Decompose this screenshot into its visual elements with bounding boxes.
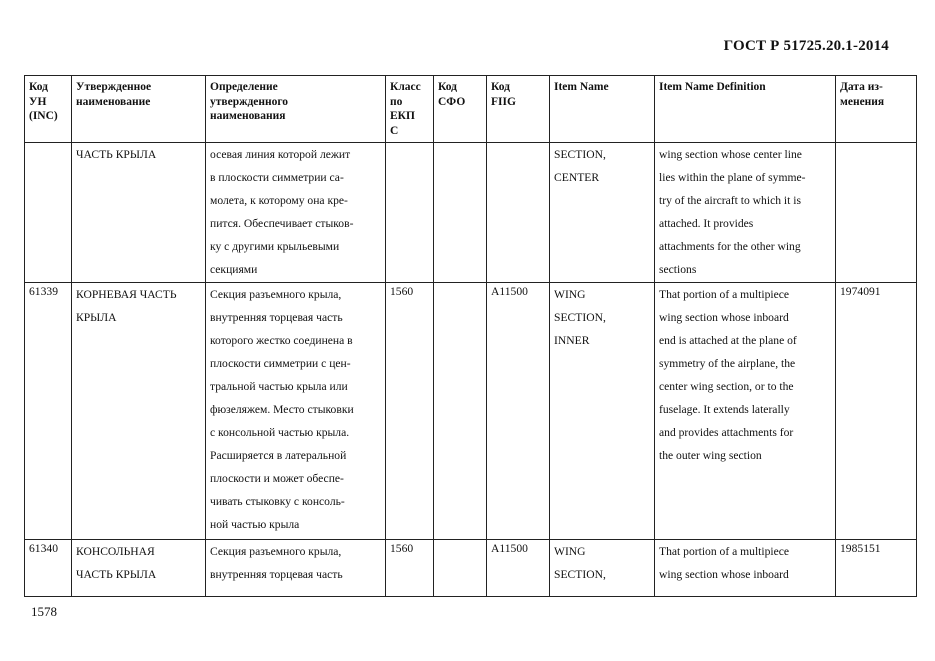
header-fiig bbox=[487, 76, 550, 143]
text-line: чивать стыковку с консоль- bbox=[210, 495, 345, 508]
text-line: Item Name bbox=[554, 81, 609, 93]
text-line: SECTION, bbox=[554, 311, 606, 324]
text-line: по bbox=[390, 95, 403, 108]
header-item-name bbox=[550, 76, 655, 143]
header-definition bbox=[206, 76, 386, 143]
text-line: Item Name Definition bbox=[659, 81, 766, 93]
text-line: fuselage. It extends laterally bbox=[659, 403, 790, 416]
text-line: Класс bbox=[390, 81, 421, 93]
text-line: SECTION, bbox=[554, 568, 606, 581]
text-line: наименование bbox=[76, 95, 151, 108]
text-line: attachments for the other wing bbox=[659, 240, 801, 253]
nomenclature-table bbox=[24, 75, 917, 597]
text-line: ку с другими крыльевыми bbox=[210, 240, 340, 253]
text-line: That portion of a multipiece bbox=[659, 545, 790, 558]
text-line: end is attached at the plane of bbox=[659, 334, 797, 347]
cell-approved-name bbox=[72, 540, 206, 597]
text-line: ЧАСТЬ КРЫЛА bbox=[76, 148, 157, 161]
text-line: УН bbox=[29, 95, 47, 108]
text-line: КОРНЕВАЯ ЧАСТЬ bbox=[76, 288, 177, 301]
cell-change-date: 1974091 bbox=[836, 283, 917, 540]
text-line: плоскости и может обеспе- bbox=[210, 472, 344, 485]
text-line: КРЫЛА bbox=[76, 311, 117, 324]
cell-class bbox=[386, 143, 434, 283]
text-line: Определение bbox=[210, 81, 278, 93]
text-line: пится. Обеспечивает стыков- bbox=[210, 217, 354, 230]
cell-fiig bbox=[487, 143, 550, 283]
table-row bbox=[25, 540, 917, 597]
cell-approved-name bbox=[72, 143, 206, 283]
text-line: внутренняя торцевая часть bbox=[210, 311, 343, 324]
header-code bbox=[25, 76, 72, 143]
text-line: wing section whose center line bbox=[659, 148, 802, 161]
header-class bbox=[386, 76, 434, 143]
text-line: утвержденного bbox=[210, 95, 289, 108]
text-line: wing section whose inboard bbox=[659, 568, 789, 581]
text-line: которого жестко соединена в bbox=[210, 334, 353, 347]
text-line: the outer wing section bbox=[659, 449, 762, 462]
text-line: attached. It provides bbox=[659, 217, 754, 230]
text-line: с консольной частью крыла. bbox=[210, 426, 350, 439]
text-line: Утвержденное bbox=[76, 81, 152, 93]
text-line: ной частью крыла bbox=[210, 518, 300, 531]
cell-item-name-definition bbox=[655, 143, 836, 283]
text-line: Секция разъемного крыла, bbox=[210, 288, 342, 301]
header-item-name-definition bbox=[655, 76, 836, 143]
text-line: плоскости симметрии с цен- bbox=[210, 357, 351, 370]
header-approved-name bbox=[72, 76, 206, 143]
header-sfo bbox=[434, 76, 487, 143]
cell-definition bbox=[206, 143, 386, 283]
cell-sfo bbox=[434, 143, 487, 283]
text-line: and provides attachments for bbox=[659, 426, 794, 439]
text-line: СФО bbox=[438, 95, 466, 108]
text-line: WING bbox=[554, 545, 586, 558]
text-line: Расширяется в латеральной bbox=[210, 449, 347, 462]
text-line: wing section whose inboard bbox=[659, 311, 789, 324]
table-row bbox=[25, 143, 917, 283]
text-line: That portion of a multipiece bbox=[659, 288, 790, 301]
text-line: осевая линия которой лежит bbox=[210, 148, 351, 161]
text-line: ЕКП bbox=[390, 110, 415, 122]
text-line: внутренняя торцевая часть bbox=[210, 568, 343, 581]
text-line: try of the aircraft to which it is bbox=[659, 194, 801, 207]
text-line: менения bbox=[840, 95, 885, 108]
text-line: FIIG bbox=[491, 95, 516, 108]
text-line: тральной частью крыла или bbox=[210, 380, 348, 393]
cell-code: 61340 bbox=[25, 540, 72, 597]
text-line: CENTER bbox=[554, 171, 600, 184]
text-line: Код bbox=[29, 81, 49, 93]
text-line: Код bbox=[438, 81, 458, 93]
cell-approved-name bbox=[72, 283, 206, 540]
cell-item-name bbox=[550, 540, 655, 597]
cell-code: 61339 bbox=[25, 283, 72, 540]
text-line: Секция разъемного крыла, bbox=[210, 545, 342, 558]
text-line: С bbox=[390, 124, 399, 137]
text-line: SECTION, bbox=[554, 148, 606, 161]
cell-sfo bbox=[434, 283, 487, 540]
cell-sfo bbox=[434, 540, 487, 597]
text-line: Дата из- bbox=[840, 81, 883, 93]
table-row bbox=[25, 283, 917, 540]
text-line: lies within the plane of symme- bbox=[659, 171, 806, 184]
cell-definition bbox=[206, 283, 386, 540]
text-line: фюзеляжем. Место стыковки bbox=[210, 403, 354, 416]
cell-item-name bbox=[550, 143, 655, 283]
cell-change-date: 1985151 bbox=[836, 540, 917, 597]
cell-class: 1560 bbox=[386, 540, 434, 597]
cell-class: 1560 bbox=[386, 283, 434, 540]
text-line: наименования bbox=[210, 110, 286, 122]
table-header-row bbox=[25, 76, 917, 143]
text-line: в плоскости симметрии са- bbox=[210, 171, 344, 184]
cell-change-date bbox=[836, 143, 917, 283]
text-line: INNER bbox=[554, 334, 590, 347]
text-line: ЧАСТЬ КРЫЛА bbox=[76, 568, 157, 581]
text-line: КОНСОЛЬНАЯ bbox=[76, 545, 155, 558]
cell-fiig: A11500 bbox=[487, 283, 550, 540]
cell-item-name bbox=[550, 283, 655, 540]
text-line: symmetry of the airplane, the bbox=[659, 357, 796, 370]
text-line: молета, к которому она кре- bbox=[210, 194, 348, 207]
cell-fiig: A11500 bbox=[487, 540, 550, 597]
cell-code bbox=[25, 143, 72, 283]
header-change-date bbox=[836, 76, 917, 143]
page-number: 1578 bbox=[31, 604, 57, 619]
text-line: Код bbox=[491, 81, 511, 93]
text-line: WING bbox=[554, 288, 586, 301]
text-line: center wing section, or to the bbox=[659, 380, 794, 393]
text-line: секциями bbox=[210, 263, 258, 276]
text-line: (INC) bbox=[29, 110, 58, 122]
cell-item-name-definition bbox=[655, 540, 836, 597]
document-title: ГОСТ Р 51725.20.1-2014 bbox=[723, 38, 889, 54]
text-line: sections bbox=[659, 263, 697, 276]
cell-definition bbox=[206, 540, 386, 597]
cell-item-name-definition bbox=[655, 283, 836, 540]
